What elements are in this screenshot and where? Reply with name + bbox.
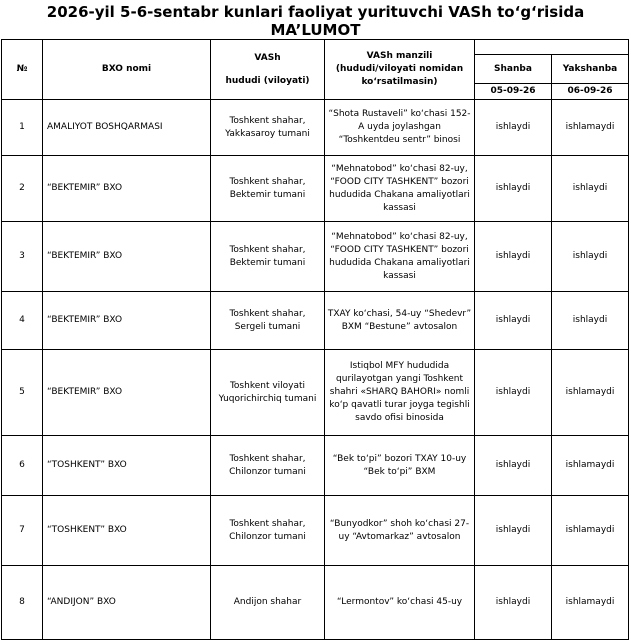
row-saturday-status: ishlaydi [475, 156, 552, 222]
row-saturday-status: ishlaydi [475, 100, 552, 156]
document-title [0, 0, 631, 39]
row-sunday-status: ishlamaydi [552, 350, 629, 436]
table-row [2, 292, 629, 350]
header-day-saturday: Shanba [475, 55, 552, 84]
row-region: Toshkent viloyati Yuqorichirchiq tumani [211, 350, 325, 436]
header-days-spacer [475, 40, 629, 55]
row-sunday-status: ishlaydi [552, 156, 629, 222]
table-row [2, 222, 629, 292]
row-number: 7 [2, 496, 43, 566]
vash-schedule-table [1, 39, 629, 640]
title-line-2: MA’LUMOT [270, 21, 361, 39]
header-address-line-1: VASh manzili [366, 51, 433, 61]
row-saturday-status: ishlaydi [475, 436, 552, 496]
table-row [2, 350, 629, 436]
header-region-line-2: hududi (viloyati) [225, 75, 310, 86]
row-bxo-name: “TOSHKENT” BXO [43, 436, 211, 496]
row-bxo-name: “ANDIJON” BXO [43, 566, 211, 640]
row-bxo-name: “BEKTEMIR” BXO [43, 292, 211, 350]
row-region: Andijon shahar [211, 566, 325, 640]
row-region: Toshkent shahar, Yakkasaroy tumani [211, 100, 325, 156]
row-address: “Mehnatobod” ko‘chasi 82-uy, “FOOD CITY TASHKENT” bozori hududida Chakana amaliyotlari kassasi [325, 156, 475, 222]
row-address: “Bunyodkor” shoh ko‘chasi 27-uy “Avtomarkaz” avtosalon [325, 496, 475, 566]
row-sunday-status: ishlamaydi [552, 436, 629, 496]
header-date-sunday: 06-09-26 [552, 84, 629, 100]
header-day-sunday: Yakshanba [552, 55, 629, 84]
row-bxo-name: “TOSHKENT” BXO [43, 496, 211, 566]
header-bxo-name: BXO nomi [43, 40, 211, 100]
row-address: “Lermontov” ko‘chasi 45-uy [325, 566, 475, 640]
row-address: “Bek to‘pi” bozori TXAY 10-uy “Bek to‘pi” BXM [325, 436, 475, 496]
table-row [2, 100, 629, 156]
row-sunday-status: ishlamaydi [552, 100, 629, 156]
header-address-line-2: (hududi/viloyati nomidan ko‘rsatilmasin) [335, 64, 464, 87]
row-number: 5 [2, 350, 43, 436]
row-sunday-status: ishlamaydi [552, 496, 629, 566]
header-region [211, 40, 325, 100]
row-saturday-status: ishlaydi [475, 496, 552, 566]
row-number: 4 [2, 292, 43, 350]
header-number: № [2, 40, 43, 100]
row-region: Toshkent shahar, Sergeli tumani [211, 292, 325, 350]
row-region: Toshkent shahar, Chilonzor tumani [211, 496, 325, 566]
header-region-line-1: VASh [254, 52, 281, 63]
row-address: Istiqbol MFY hududida qurilayotgan yangi Toshkent shahri «SHARQ BAHORI» nomli ko‘p qavatli turar joyga tegishli savdo ofisi binosida [325, 350, 475, 436]
table-row [2, 566, 629, 640]
header-row [2, 40, 629, 55]
row-region: Toshkent shahar, Chilonzor tumani [211, 436, 325, 496]
row-region: Toshkent shahar, Bektemir tumani [211, 222, 325, 292]
row-address: TXAY ko‘chasi, 54-uy “Shedevr” BXM “Bestune” avtosalon [325, 292, 475, 350]
row-number: 2 [2, 156, 43, 222]
row-saturday-status: ishlaydi [475, 566, 552, 640]
header-date-saturday: 05-09-26 [475, 84, 552, 100]
row-address: “Shota Rustaveli” ko‘chasi 152-A uyda joylashgan “Toshkentdeu sentr” binosi [325, 100, 475, 156]
row-number: 3 [2, 222, 43, 292]
title-line-1: 2026-yil 5-6-sentabr kunlari faoliyat yurituvchi VASh to‘g‘risida [46, 3, 585, 21]
row-sunday-status: ishlamaydi [552, 566, 629, 640]
row-number: 6 [2, 436, 43, 496]
table-row [2, 156, 629, 222]
table-row [2, 496, 629, 566]
row-saturday-status: ishlaydi [475, 350, 552, 436]
row-sunday-status: ishlaydi [552, 222, 629, 292]
row-bxo-name: “BEKTEMIR” BXO [43, 222, 211, 292]
row-address: “Mehnatobod” ko‘chasi 82-uy, “FOOD CITY TASHKENT” bozori hududida Chakana amaliyotlari kassasi [325, 222, 475, 292]
row-sunday-status: ishlaydi [552, 292, 629, 350]
row-number: 1 [2, 100, 43, 156]
row-bxo-name: “BEKTEMIR” BXO [43, 350, 211, 436]
row-bxo-name: AMALIYOT BOSHQARMASI [43, 100, 211, 156]
row-saturday-status: ishlaydi [475, 222, 552, 292]
row-number: 8 [2, 566, 43, 640]
row-region: Toshkent shahar, Bektemir tumani [211, 156, 325, 222]
row-bxo-name: “BEKTEMIR” BXO [43, 156, 211, 222]
header-address [325, 40, 475, 100]
table-row [2, 436, 629, 496]
row-saturday-status: ishlaydi [475, 292, 552, 350]
